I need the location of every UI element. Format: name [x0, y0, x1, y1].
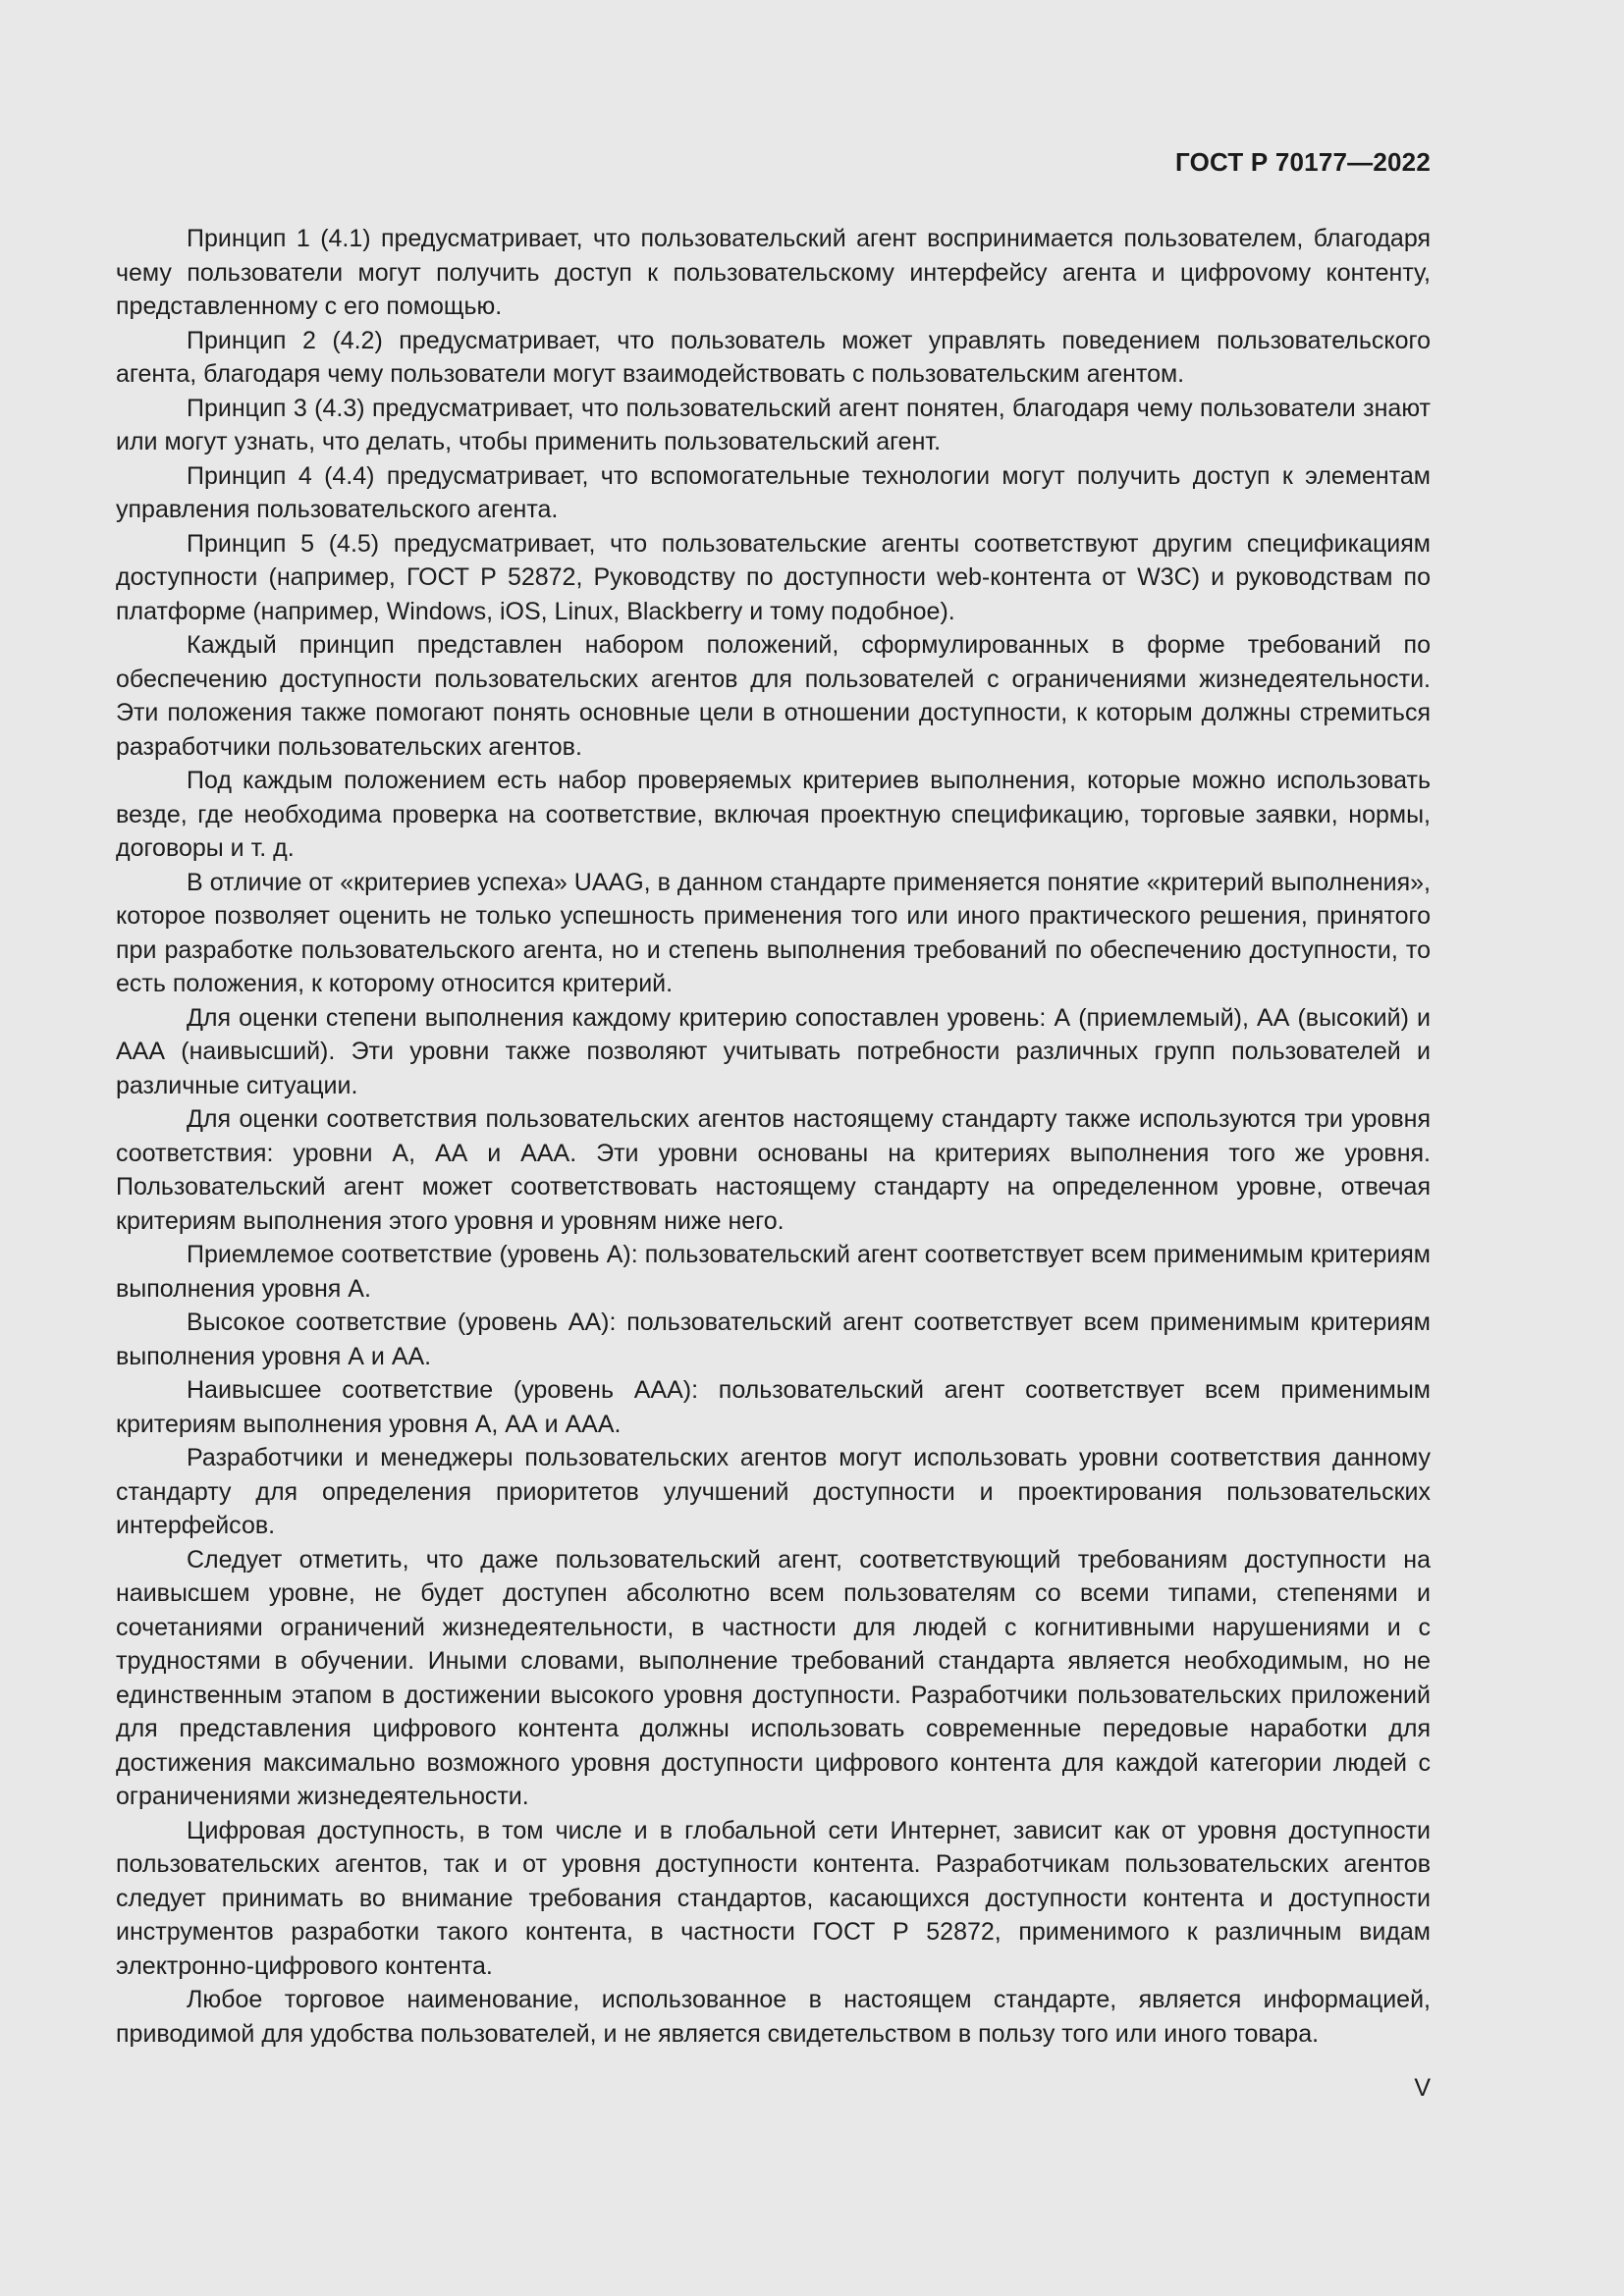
paragraph-principle-3: Принцип 3 (4.3) предусматривает, что пользовательский агент понятен, благодаря чему пользователи знают или могут узнать, что делать, чтобы применить пользовательский агент.: [116, 394, 1431, 455]
paragraph-level-a: Приемлемое соответствие (уровень А): пользовательский агент соответствует всем применимым критериям выполнения уровня А.: [116, 1241, 1431, 1303]
body-text: [116, 222, 1431, 2051]
paragraph-level-aaa: Наивысшее соответствие (уровень ААА): пользовательский агент соответствует всем применимым критериям выполнения уровня А, АА и ААА.: [116, 1376, 1431, 1438]
paragraph-conformance: Для оценки соответствия пользовательских агентов настоящему стандарту также используются три уровня соответствия: уровни А, АА и ААА. Эти уровни основаны на критериях выполнения того же уровня. Пользовательский агент может соответствовать настоящему стандарту на определенном уровне, отвечая критериям выполнения этого уровня и уровням ниже него.: [116, 1105, 1431, 1235]
paragraph-principle-4: Принцип 4 (4.4) предусматривает, что вспомогательные технологии могут получить доступ к элементам управления пользовательского агента.: [116, 461, 1431, 523]
paragraph-provisions: Каждый принцип представлен набором положений, сформулированных в форме требований по обеспечению доступности пользовательских агентов для пользователей с ограничениями жизнедеятельности. Эти положения также помогают понять основные цели в отношении доступности, к которым должны стремиться разработчики пользовательских агентов.: [116, 631, 1431, 761]
paragraph-level-aa: Высокое соответствие (уровень АА): пользовательский агент соответствует всем применимым критериям выполнения уровня А и АА.: [116, 1308, 1431, 1370]
paragraph-principle-2: Принцип 2 (4.2) предусматривает, что пользователь может управлять поведением пользовательского агента, благодаря чему пользователи могут взаимодействовать с пользовательским агентом.: [116, 326, 1431, 388]
paragraph-principle-1: Принцип 1 (4.1) предусматривает, что пользовательский агент воспринимается пользователем, благодаря чему пользователи могут получить доступ к пользовательскому интерфейсу агента и цифроvому контенту, представленному с его помощью.: [116, 225, 1431, 320]
document-id-header: ГОСТ Р 70177—2022: [1175, 147, 1431, 177]
paragraph-levels: Для оценки степени выполнения каждому критерию сопоставлен уровень: А (приемлемый), АА (высокий) и ААА (наивысший). Эти уровни также позволяют учитывать потребности различных групп пользователей и различные ситуации.: [116, 1003, 1431, 1099]
paragraph-uaag: В отличие от «критериев успеха» UAAG, в данном стандарте применяется понятие «критерий выполнения», которое позволяет оценить не только успешность применения того или иного практического решения, принятого при разработке пользовательского агента, но и степень выполнения требований по обеспечению доступности, то есть положения, к которому относится критерий.: [116, 868, 1431, 997]
paragraph-trade-names: Любое торговое наименование, использованное в настоящем стандарте, является информацией, приводимой для удобства пользователей, и не является свидетельством в пользу того или иного товара.: [116, 1986, 1431, 2048]
paragraph-digital-accessibility: Цифровая доступность, в том числе и в глобальной сети Интернет, зависит как от уровня доступности пользовательских агентов, так и от уровня доступности контента. Разработчикам пользовательских агентов следует принимать во внимание требования стандартов, касающихся доступности контента и доступности инструментов разработки такого контента, в частности ГОСТ Р 52872, применимого к различным видам электронно-цифрового контента.: [116, 1816, 1431, 1980]
paragraph-criteria: Под каждым положением есть набор проверяемых критериев выполнения, которые можно использовать везде, где необходима проверка на соответствие, включая проектную спецификацию, торговые заявки, нормы, договоры и т. д.: [116, 767, 1431, 862]
paragraph-developers: Разработчики и менеджеры пользовательских агентов могут использовать уровни соответствия данному стандарту для определения приоритетов улучшений доступности и проектирования пользовательских интерфейсов.: [116, 1444, 1431, 1539]
page-number: V: [1414, 2074, 1431, 2102]
paragraph-principle-5: Принцип 5 (4.5) предусматривает, что пользовательские агенты соответствуют другим спецификациям доступности (например, ГОСТ Р 52872, Руководству по доступности web-контента от W3C) и руководствам по платформе (например, Windows, iOS, Linux, Blackberry и тому подобное).: [116, 529, 1431, 625]
paragraph-note: Следует отметить, что даже пользовательский агент, соответствующий требованиям доступности на наивысшем уровне, не будет доступен абсолютно всем пользователям со всеми типами, степенями и сочетаниями ограничений жизнедеятельности, в частности для людей с когнитивными нарушениями и с трудностями в обучении. Иными словами, выполнение требований стандарта является необходимым, но не единственным этапом в достижении высокого уровня доступности. Разработчики пользовательских приложений для представления цифрового контента должны использовать современные передовые наработки для достижения максимально возможного уровня доступности цифрового контента для каждой категории людей с ограничениями жизнедеятельности.: [116, 1545, 1431, 1810]
